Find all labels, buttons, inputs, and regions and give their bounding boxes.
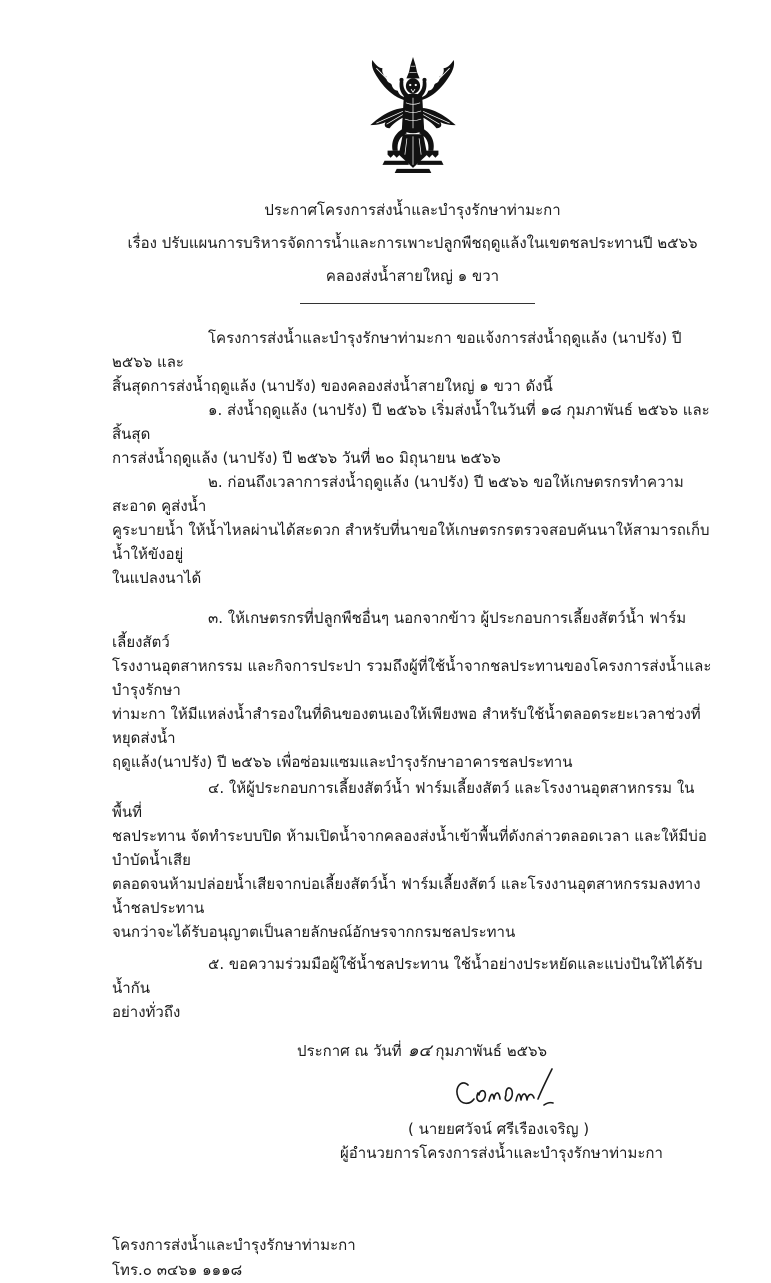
paragraph-line: ชลประทาน จัดทำระบบปิด ห้ามเปิดน้ำจากคลองส่งน้ำเข้าพื้นที่ดังกล่าวตลอดเวลา และให้มีบ่อบำบัดน้ำเสีย bbox=[112, 827, 707, 869]
paragraph-line: โครงการส่งน้ำและบำรุงรักษาท่ามะกา ขอแจ้งการส่งน้ำฤดูแล้ง (นาปรัง) ปี ๒๕๖๖ และ bbox=[112, 329, 682, 371]
signature bbox=[452, 1065, 564, 1117]
announcement-canal: คลองส่งน้ำสายใหญ่ ๑ ขวา bbox=[325, 267, 500, 285]
signer-name: ( นายยศวัจน์ ศรีเรืองเจริญ ) bbox=[408, 1120, 590, 1138]
date-month-year: กุมภาพันธ์ ๒๕๖๖ bbox=[435, 1042, 547, 1060]
date-prefix: ประกาศ ณ วันที่ bbox=[297, 1042, 402, 1060]
announcement-date bbox=[297, 1039, 771, 1063]
paragraph-line: คูระบายน้ำ ให้น้ำไหลผ่านได้สะดวก สำหรับที่นาขอให้เกษตรกรตรวจสอบคันนาให้สามารถเก็บน้ำให้ขังอยู่ bbox=[112, 521, 710, 563]
paragraph-line: ในแปลงนาได้ bbox=[112, 569, 202, 587]
paragraph-line: อย่างทั่วถึง bbox=[112, 1003, 181, 1021]
paragraph-line: ตลอดจนห้ามปล่อยน้ำเสียจากบ่อเลี้ยงสัตว์น้ำ ฟาร์มเลี้ยงสัตว์ และโรงงานอุตสาหกรรมลงทางน้ำชลประทาน bbox=[112, 875, 701, 917]
paragraph-line: ท่ามะกา ให้มีแหล่งน้ำสำรองในที่ดินของตนเองให้เพียงพอ สำหรับใช้น้ำตลอดระยะเวลาช่วงที่หยุดส่งน้ำ bbox=[112, 705, 701, 747]
announcement-subject: เรื่อง ปรับแผนการบริหารจัดการน้ำและการเพาะปลูกพืชฤดูแล้งในเขตชลประทานปี ๒๕๖๖ bbox=[127, 234, 698, 252]
list-item-1 bbox=[112, 398, 712, 470]
paragraph-line: การส่งน้ำฤดูแล้ง (นาปรัง) ปี ๒๕๖๖ วันที่ ๒๐ มิถุนายน ๒๕๖๖ bbox=[112, 449, 501, 467]
paragraph-line: ๕. ขอความร่วมมือผู้ใช้น้ำชลประทาน ใช้น้ำอย่างประหยัดและแบ่งปันให้ได้รับน้ำกัน bbox=[112, 955, 703, 997]
paragraph-line: ๑. ส่งน้ำฤดูแล้ง (นาปรัง) ปี ๒๕๖๖ เริ่มส่งน้ำในวันที่ ๑๘ กุมภาพันธ์ ๒๕๖๖ และสิ้นสุด bbox=[112, 401, 710, 443]
list-item-2 bbox=[112, 470, 712, 590]
paragraph-line: ๒. ก่อนถึงเวลาการส่งน้ำฤดูแล้ง (นาปรัง) ปี ๒๕๖๖ ขอให้เกษตรกรทำความสะอาด คูส่งน้ำ bbox=[112, 473, 684, 515]
intro-paragraph bbox=[112, 326, 712, 398]
signer-position: ผู้อำนวยการโครงการส่งน้ำและบำรุงรักษาท่ามะกา bbox=[340, 1144, 663, 1162]
list-item-5 bbox=[112, 952, 712, 1024]
garuda-emblem-icon bbox=[362, 57, 464, 175]
list-item-4 bbox=[112, 776, 712, 944]
announcement-body bbox=[112, 326, 712, 1024]
header-divider bbox=[300, 303, 535, 304]
paragraph-line: สิ้นสุดการส่งน้ำฤดูแล้ง (นาปรัง) ของคลองส่งน้ำสายใหญ่ ๑ ขวา ดังนี้ bbox=[112, 377, 553, 395]
office-phone: โทร.๐ ๓๔๖๑ ๑๑๑๘ bbox=[112, 1261, 243, 1279]
paragraph-line: โรงงานอุตสาหกรรม และกิจการประปา รวมถึงผู้ที่ใช้น้ำจากชลประทานของโครงการส่งน้ำและบำรุงรักษา bbox=[112, 657, 712, 699]
list-item-3 bbox=[112, 606, 712, 774]
office-footer bbox=[112, 1233, 771, 1283]
paragraph-line: ๔. ให้ผู้ประกอบการเลี้ยงสัตว์น้ำ ฟาร์มเลี้ยงสัตว์ และโรงงานอุตสาหกรรม ในพื้นที่ bbox=[112, 779, 695, 821]
paragraph-line: ฤดูแล้ง(นาปรัง) ปี ๒๕๖๖ เพื่อซ่อมแซมและบำรุงรักษาอาคารชลประทาน bbox=[112, 753, 573, 771]
document-content bbox=[0, 326, 771, 1283]
announcement-title: ประกาศโครงการส่งน้ำและบำรุงรักษาท่ามะกา bbox=[264, 201, 561, 219]
announcement-header bbox=[60, 194, 765, 293]
date-day-handwritten: ๑๔ bbox=[407, 1041, 432, 1061]
paragraph-line: ๓. ให้เกษตรกรที่ปลูกพืชอื่นๆ นอกจากข้าว ผู้ประกอบการเลี้ยงสัตว์น้ำ ฟาร์มเลี้ยงสัตว์ bbox=[112, 609, 687, 651]
paragraph-line: จนกว่าจะได้รับอนุญาตเป็นลายลักษณ์อักษรจากกรมชลประทาน bbox=[112, 923, 516, 941]
office-name: โครงการส่งน้ำและบำรุงรักษาท่ามะกา bbox=[112, 1236, 356, 1254]
